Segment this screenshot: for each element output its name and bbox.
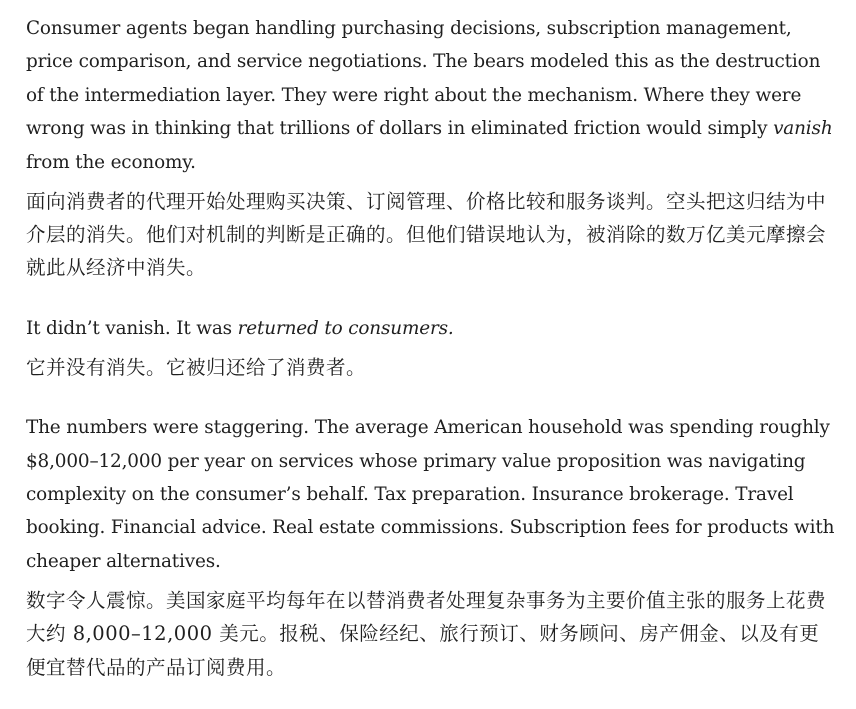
emphasis-text: vanish bbox=[773, 118, 833, 140]
paragraph-en-consumer-agents bbox=[26, 12, 838, 179]
emphasis-text: returned to consumers. bbox=[237, 317, 454, 339]
paragraph-en-didnt-vanish bbox=[26, 312, 838, 345]
paragraph-spacer bbox=[26, 285, 838, 312]
article-body bbox=[26, 12, 838, 684]
paragraph-zh-didnt-vanish: 它并没有消失。它被归还给了消费者。 bbox=[26, 356, 367, 380]
paragraph-zh-numbers: 数字令人震惊。美国家庭平均每年在以替消费者处理复杂事务为主要价值主张的服务上花费大约 8,000–12,000 美元。报税、保险经纪、旅行预订、财务顾问、房产佣金、以及有更便宜替代品的产品订阅费用。 bbox=[26, 589, 827, 679]
paragraph-text: Consumer agents began handling purchasing decisions, subscription management, price comparison, and service negotiations. The bears modeled this as the destruction of the intermediation layer. They were right about the mechanism. Where they were wrong was in thinking that trillions of dollars in eliminated friction would simply bbox=[26, 18, 821, 140]
paragraph-spacer bbox=[26, 384, 838, 411]
paragraph-text: from the economy. bbox=[26, 151, 196, 173]
paragraph-en-numbers: The numbers were staggering. The average American household was spending roughly $8,000–12,000 per year on services whose primary value proposition was navigating complexity on the consumer’s behalf. Tax preparation. Insurance brokerage. Travel booking. Financial advice. Real estate commissions. Subscription fees for products with cheaper alternatives. bbox=[26, 417, 835, 572]
paragraph-zh-consumer-agents: 面向消费者的代理开始处理购买决策、订阅管理、价格比较和服务谈判。空头把这归结为中介层的消失。他们对机制的判断是正确的。但他们错误地认为，被消除的数万亿美元摩擦会就此从经济中消失。 bbox=[26, 190, 827, 280]
paragraph-text: It didn’t vanish. It was bbox=[26, 317, 238, 339]
